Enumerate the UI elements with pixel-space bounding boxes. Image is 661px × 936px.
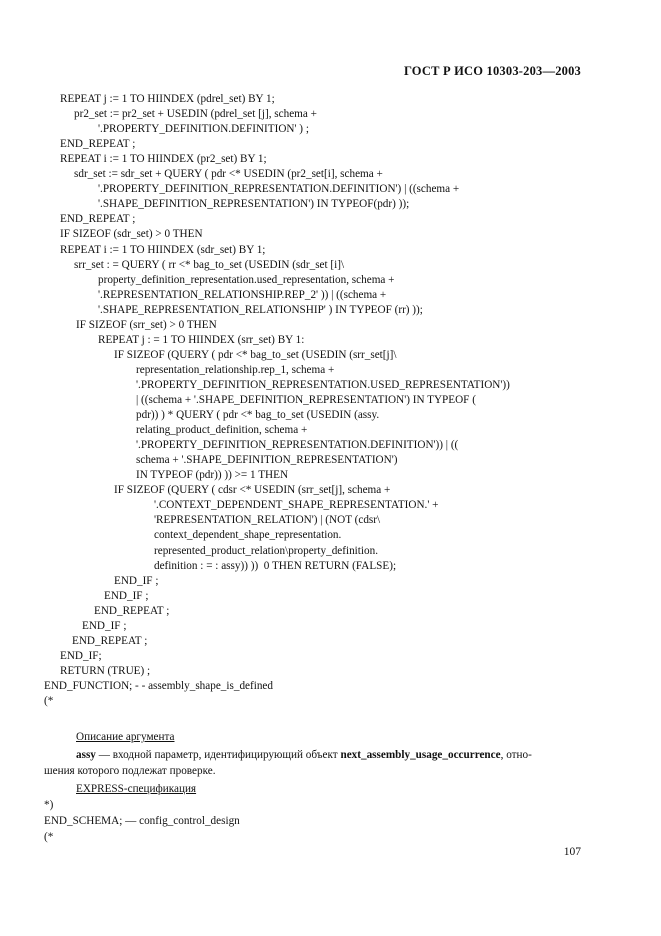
code-line: END_IF ; <box>114 574 159 587</box>
code-line: pr2_set := pr2_set + USEDIN (pdrel_set [j], schema + <box>74 108 317 121</box>
code-line: END_IF ; <box>82 619 127 632</box>
code-line: pdr)) ) * QUERY ( pdr <* bag_to_set (USEDIN (assy. <box>136 409 380 422</box>
code-line: '.REPRESENTATION_RELATIONSHIP.REP_2' )) | ((schema + <box>98 288 387 301</box>
argument-description-part-2: , отно- <box>500 749 532 761</box>
code-line: IN TYPEOF (pdr)) )) >= 1 THEN <box>136 469 289 482</box>
code-line: property_definition_representation.used_representation, schema + <box>98 273 395 286</box>
code-line: REPEAT i := 1 TO HIINDEX (pr2_set) BY 1; <box>60 153 267 166</box>
express-specification-heading-text: EXPRESS-спецификация <box>76 783 197 795</box>
code-line: represented_product_relation\property_definition. <box>154 544 378 557</box>
code-line: END_IF; <box>60 649 102 662</box>
argument-name: assy <box>76 749 96 761</box>
code-line: IF SIZEOF (srr_set) > 0 THEN <box>76 318 217 331</box>
open-comment: (* <box>44 831 54 843</box>
code-line: END_FUNCTION; - - assembly_shape_is_defined <box>44 679 273 692</box>
argument-description-line-1 <box>76 748 586 763</box>
code-line: srr_set : = QUERY ( rr <* bag_to_set (USEDIN (sdr_set [i]\ <box>74 258 345 271</box>
code-line: END_REPEAT ; <box>94 604 170 617</box>
code-line: schema + '.SHAPE_DEFINITION_REPRESENTATION') <box>136 454 398 467</box>
code-line: IF SIZEOF (QUERY ( pdr <* bag_to_set (USEDIN (srr_set[j]\ <box>114 348 397 361</box>
code-line: representation_relationship.rep_1, schema + <box>136 363 335 376</box>
close-comment: *) <box>44 799 54 811</box>
code-line: '.PROPERTY_DEFINITION.DEFINITION' ) ; <box>98 123 309 136</box>
code-line: REPEAT j : = 1 TO HIINDEX (srr_set) BY 1: <box>98 333 305 346</box>
code-line: IF SIZEOF (sdr_set) > 0 THEN <box>60 228 203 241</box>
code-line: END_REPEAT ; <box>60 138 136 151</box>
code-line: '.CONTEXT_DEPENDENT_SHAPE_REPRESENTATION.' + <box>154 499 439 512</box>
code-line: '.PROPERTY_DEFINITION_REPRESENTATION.DEFINITION') | ((schema + <box>98 183 460 196</box>
code-line: definition : = : assy)) )) 0 THEN RETURN (FALSE); <box>154 559 397 572</box>
code-line: END_REPEAT ; <box>60 213 136 226</box>
code-line: 'REPRESENTATION_RELATION') | (NOT (cdsr\ <box>154 514 381 527</box>
argument-heading-text: Описание аргумента <box>76 731 175 743</box>
page-number: 107 <box>563 846 581 858</box>
code-line: RETURN (TRUE) ; <box>60 664 151 677</box>
code-line: REPEAT j := 1 TO HIINDEX (pdrel_set) BY 1; <box>60 93 275 105</box>
code-line: '.SHAPE_DEFINITION_REPRESENTATION') IN TYPEOF(pdr) )); <box>98 198 410 211</box>
code-line: sdr_set := sdr_set + QUERY ( pdr <* USEDIN (pr2_set[i], schema + <box>74 168 383 181</box>
code-line: END_REPEAT ; <box>72 634 148 647</box>
code-line: context_dependent_shape_representation. <box>154 529 342 542</box>
document-header: ГОСТ Р ИСО 10303-203—2003 <box>403 64 581 78</box>
express-specification-heading <box>76 782 196 797</box>
end-schema-line: END_SCHEMA; — config_control_design <box>44 815 240 827</box>
code-line: END_IF ; <box>104 589 149 602</box>
argument-object-name: next_assembly_usage_occurrence <box>340 749 501 761</box>
code-line: | ((schema + '.SHAPE_DEFINITION_REPRESENTATION') IN TYPEOF ( <box>136 394 476 406</box>
code-line: (* <box>44 695 54 707</box>
code-line: '.PROPERTY_DEFINITION_REPRESENTATION.DEFINITION')) | (( <box>136 439 459 452</box>
argument-heading <box>76 730 174 745</box>
argument-description-part-1: — входной параметр, идентифицирующий объект <box>95 749 341 761</box>
code-line: REPEAT i := 1 TO HIINDEX (sdr_set) BY 1; <box>60 243 266 256</box>
code-line: relating_product_definition, schema + <box>136 424 308 437</box>
code-line: IF SIZEOF (QUERY ( cdsr <* USEDIN (srr_set[j], schema + <box>114 484 391 497</box>
code-line: '.SHAPE_REPRESENTATION_RELATIONSHIP' ) IN TYPEOF (rr) )); <box>98 303 423 316</box>
argument-description-line-2: шения которого подлежат проверке. <box>44 765 216 777</box>
code-line: '.PROPERTY_DEFINITION_REPRESENTATION.USED_REPRESENTATION')) <box>136 378 510 391</box>
